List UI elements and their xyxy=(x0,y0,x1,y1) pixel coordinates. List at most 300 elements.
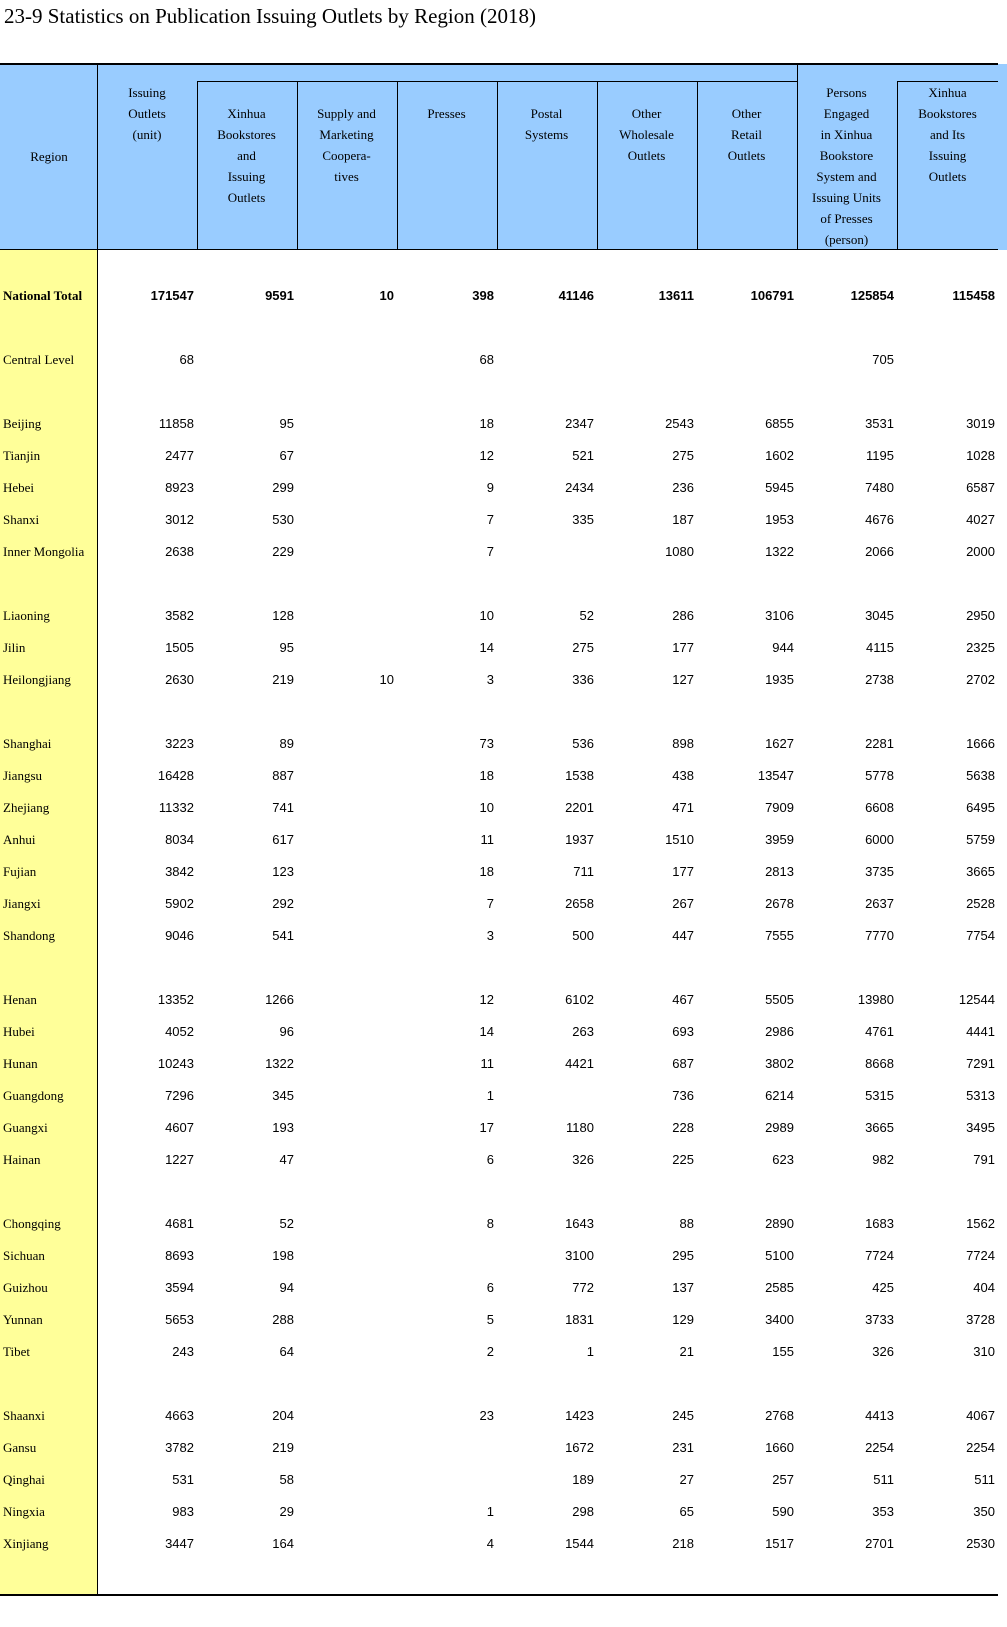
region-name: Heilongjiang xyxy=(3,672,71,687)
value-cell: 3782 xyxy=(165,1440,194,1455)
value-cell: 3735 xyxy=(865,864,894,879)
value-cell: 3733 xyxy=(865,1312,894,1327)
value-cell: 944 xyxy=(772,640,794,655)
value-cell: 1322 xyxy=(265,1056,294,1071)
value-cell: 94 xyxy=(279,1280,294,1295)
value-cell: 4421 xyxy=(565,1056,594,1071)
value-cell: 353 xyxy=(872,1504,894,1519)
value-cell: 3012 xyxy=(165,512,194,527)
value-cell: 2254 xyxy=(865,1440,894,1455)
value-cell: 16428 xyxy=(157,768,194,783)
value-cell: 3842 xyxy=(165,864,194,879)
value-cell: 693 xyxy=(672,1024,694,1039)
value-cell: 1953 xyxy=(765,512,794,527)
value-cell: 10 xyxy=(479,608,494,623)
value-cell: 95 xyxy=(279,416,294,431)
value-cell: 1544 xyxy=(565,1536,594,1551)
value-cell: 2950 xyxy=(966,608,995,623)
value-cell: 425 xyxy=(872,1280,894,1295)
value-cell: 2658 xyxy=(565,896,594,911)
value-cell: 13980 xyxy=(857,992,894,1007)
value-cell: 1937 xyxy=(565,832,594,847)
value-cell: 47 xyxy=(279,1152,294,1167)
table-row xyxy=(0,862,1007,882)
value-cell: 193 xyxy=(272,1120,294,1135)
value-cell: 3665 xyxy=(865,1120,894,1135)
value-cell: 21 xyxy=(679,1344,694,1359)
value-cell: 2701 xyxy=(865,1536,894,1551)
value-cell: 5778 xyxy=(865,768,894,783)
value-cell: 219 xyxy=(272,1440,294,1455)
value-cell: 2890 xyxy=(765,1216,794,1231)
region-name: Xinjiang xyxy=(3,1536,49,1551)
value-cell: 198 xyxy=(272,1248,294,1263)
value-cell: 2477 xyxy=(165,448,194,463)
value-cell: 229 xyxy=(272,544,294,559)
value-cell: 2678 xyxy=(765,896,794,911)
table-row xyxy=(0,734,1007,754)
rule-top xyxy=(0,63,998,65)
region-name: Zhejiang xyxy=(3,800,50,815)
value-cell: 511 xyxy=(873,1472,894,1487)
region-name: National Total xyxy=(3,288,83,303)
value-cell: 7770 xyxy=(865,928,894,943)
value-cell: 7754 xyxy=(966,928,995,943)
value-cell: 292 xyxy=(272,896,294,911)
value-cell: 404 xyxy=(973,1280,995,1295)
value-cell: 127 xyxy=(672,672,694,687)
value-cell: 447 xyxy=(672,928,694,943)
table-row xyxy=(0,638,1007,658)
value-cell: 310 xyxy=(973,1344,995,1359)
region-name: Jiangsu xyxy=(3,768,42,783)
value-cell: 267 xyxy=(672,896,694,911)
value-cell: 2434 xyxy=(565,480,594,495)
value-cell: 225 xyxy=(672,1152,694,1167)
value-cell: 4761 xyxy=(865,1024,894,1039)
value-cell: 5505 xyxy=(765,992,794,1007)
table-row xyxy=(0,1086,1007,1106)
value-cell: 521 xyxy=(572,448,594,463)
value-cell: 4607 xyxy=(165,1120,194,1135)
value-cell: 1180 xyxy=(566,1120,594,1135)
value-cell: 8 xyxy=(486,1216,494,1231)
value-cell: 1505 xyxy=(165,640,194,655)
value-cell: 2530 xyxy=(966,1536,995,1551)
value-cell: 18 xyxy=(479,864,494,879)
value-cell: 1562 xyxy=(966,1216,995,1231)
value-cell: 1 xyxy=(486,1504,494,1519)
value-cell: 1423 xyxy=(565,1408,594,1423)
value-cell: 6855 xyxy=(765,416,794,431)
value-cell: 7 xyxy=(486,896,494,911)
value-cell: 275 xyxy=(672,448,694,463)
value-cell: 4676 xyxy=(865,512,894,527)
value-cell: 2989 xyxy=(765,1120,794,1135)
table-row xyxy=(0,1246,1007,1266)
value-cell: 7480 xyxy=(865,480,894,495)
value-cell: 137 xyxy=(672,1280,694,1295)
value-cell: 245 xyxy=(672,1408,694,1423)
value-cell: 12544 xyxy=(958,992,995,1007)
value-cell: 236 xyxy=(672,480,694,495)
value-cell: 3106 xyxy=(765,608,794,623)
value-cell: 68 xyxy=(479,352,494,367)
value-cell: 12 xyxy=(479,448,494,463)
value-cell: 11858 xyxy=(158,416,194,431)
header-region: Region xyxy=(30,149,68,164)
value-cell: 128 xyxy=(272,608,294,623)
value-cell: 12 xyxy=(479,992,494,1007)
table-row xyxy=(0,670,1007,690)
value-cell: 5638 xyxy=(966,768,995,783)
region-name: Henan xyxy=(3,992,37,1007)
region-name: Chongqing xyxy=(3,1216,61,1231)
value-cell: 2201 xyxy=(565,800,594,815)
vline-3 xyxy=(397,81,398,250)
value-cell: 7909 xyxy=(765,800,794,815)
value-cell: 8923 xyxy=(165,480,194,495)
value-cell: 6 xyxy=(486,1152,494,1167)
value-cell: 687 xyxy=(672,1056,694,1071)
value-cell: 791 xyxy=(973,1152,995,1167)
value-cell: 13611 xyxy=(658,288,694,303)
value-cell: 4027 xyxy=(966,512,995,527)
value-cell: 6 xyxy=(486,1280,494,1295)
rule-subheader-right xyxy=(897,81,998,82)
value-cell: 887 xyxy=(272,768,294,783)
value-cell: 6102 xyxy=(565,992,594,1007)
region-name: Guizhou xyxy=(3,1280,48,1295)
region-name: Jilin xyxy=(3,640,26,655)
value-cell: 6587 xyxy=(966,480,995,495)
table-row xyxy=(0,894,1007,914)
value-cell: 204 xyxy=(272,1408,294,1423)
value-cell: 2768 xyxy=(765,1408,794,1423)
value-cell: 4052 xyxy=(165,1024,194,1039)
value-cell: 2254 xyxy=(966,1440,995,1455)
value-cell: 8034 xyxy=(165,832,194,847)
value-cell: 326 xyxy=(572,1152,594,1167)
value-cell: 129 xyxy=(672,1312,694,1327)
value-cell: 2000 xyxy=(966,544,995,559)
table-row xyxy=(0,446,1007,466)
value-cell: 3400 xyxy=(765,1312,794,1327)
value-cell: 3531 xyxy=(865,416,894,431)
value-cell: 58 xyxy=(279,1472,294,1487)
region-name: Sichuan xyxy=(3,1248,45,1263)
header-supply-marketing: Supply and Marketing Coopera- tives xyxy=(317,106,376,184)
value-cell: 8668 xyxy=(865,1056,894,1071)
value-cell: 7 xyxy=(486,512,494,527)
value-cell: 27 xyxy=(679,1472,694,1487)
value-cell: 263 xyxy=(572,1024,594,1039)
value-cell: 1666 xyxy=(966,736,995,751)
region-name: Hubei xyxy=(3,1024,35,1039)
header-presses: Presses xyxy=(427,106,466,121)
value-cell: 4663 xyxy=(165,1408,194,1423)
region-name: Ningxia xyxy=(3,1504,45,1519)
value-cell: 171547 xyxy=(150,288,194,303)
region-name: Shanxi xyxy=(3,512,40,527)
value-cell: 115458 xyxy=(952,288,995,303)
region-name: Tianjin xyxy=(3,448,41,463)
value-cell: 326 xyxy=(872,1344,894,1359)
region-name: Hunan xyxy=(3,1056,38,1071)
value-cell: 219 xyxy=(272,672,294,687)
value-cell: 741 xyxy=(272,800,294,815)
value-cell: 4 xyxy=(486,1536,494,1551)
value-cell: 1227 xyxy=(165,1152,194,1167)
value-cell: 511 xyxy=(974,1472,995,1487)
value-cell: 2630 xyxy=(165,672,194,687)
table-row xyxy=(0,1118,1007,1138)
value-cell: 2986 xyxy=(765,1024,794,1039)
value-cell: 541 xyxy=(272,928,294,943)
value-cell: 9046 xyxy=(165,928,194,943)
region-name: Shandong xyxy=(3,928,55,943)
value-cell: 298 xyxy=(572,1504,594,1519)
value-cell: 218 xyxy=(672,1536,694,1551)
value-cell: 3100 xyxy=(565,1248,594,1263)
header-other-retail: Other Retail Outlets xyxy=(727,106,766,163)
value-cell: 29 xyxy=(279,1504,294,1519)
value-cell: 1935 xyxy=(765,672,794,687)
value-cell: 898 xyxy=(672,736,694,751)
vline-8 xyxy=(897,81,898,250)
value-cell: 2 xyxy=(486,1344,494,1359)
rule-header-bottom xyxy=(0,249,998,250)
table-row xyxy=(0,1342,1007,1362)
value-cell: 7555 xyxy=(765,928,794,943)
value-cell: 2738 xyxy=(865,672,894,687)
value-cell: 6214 xyxy=(765,1088,794,1103)
value-cell: 3728 xyxy=(966,1312,995,1327)
value-cell: 52 xyxy=(579,608,594,623)
value-cell: 73 xyxy=(479,736,494,751)
value-cell: 106791 xyxy=(750,288,794,303)
value-cell: 14 xyxy=(479,1024,494,1039)
region-name: Shaanxi xyxy=(3,1408,45,1423)
value-cell: 398 xyxy=(472,288,494,303)
value-cell: 6495 xyxy=(966,800,995,815)
region-name: Jiangxi xyxy=(3,896,41,911)
value-cell: 4681 xyxy=(165,1216,194,1231)
table-row xyxy=(0,1470,1007,1490)
header-postal-systems: Postal Systems xyxy=(524,106,569,142)
value-cell: 982 xyxy=(872,1152,894,1167)
value-cell: 1602 xyxy=(765,448,794,463)
value-cell: 155 xyxy=(772,1344,794,1359)
value-cell: 23 xyxy=(479,1408,494,1423)
table-row xyxy=(0,1534,1007,1554)
value-cell: 617 xyxy=(272,832,294,847)
value-cell: 11 xyxy=(480,1056,494,1071)
value-cell: 3223 xyxy=(165,736,194,751)
value-cell: 2813 xyxy=(765,864,794,879)
table-row xyxy=(0,830,1007,850)
value-cell: 89 xyxy=(279,736,294,751)
value-cell: 4115 xyxy=(866,640,894,655)
value-cell: 500 xyxy=(572,928,594,943)
value-cell: 5313 xyxy=(966,1088,995,1103)
value-cell: 2585 xyxy=(765,1280,794,1295)
value-cell: 1510 xyxy=(665,832,694,847)
value-cell: 335 xyxy=(572,512,594,527)
value-cell: 3 xyxy=(486,672,494,687)
value-cell: 3802 xyxy=(765,1056,794,1071)
region-name: Yunnan xyxy=(3,1312,43,1327)
value-cell: 10243 xyxy=(157,1056,194,1071)
table-row xyxy=(0,1054,1007,1074)
value-cell: 1322 xyxy=(765,544,794,559)
rule-bottom xyxy=(0,1594,998,1596)
value-cell: 590 xyxy=(772,1504,794,1519)
value-cell: 11332 xyxy=(158,800,194,815)
value-cell: 3045 xyxy=(865,608,894,623)
value-cell: 13352 xyxy=(157,992,194,1007)
table-row xyxy=(0,1310,1007,1330)
value-cell: 5759 xyxy=(966,832,995,847)
value-cell: 3959 xyxy=(765,832,794,847)
vline-5 xyxy=(597,81,598,250)
value-cell: 1643 xyxy=(565,1216,594,1231)
value-cell: 7724 xyxy=(865,1248,894,1263)
table-row xyxy=(0,990,1007,1010)
header-persons-engaged: Persons Engaged in Xinhua Bookstore System and Issuing Units of Presses (person) xyxy=(812,85,881,247)
table-row xyxy=(0,1150,1007,1170)
value-cell: 471 xyxy=(672,800,694,815)
value-cell: 1538 xyxy=(565,768,594,783)
value-cell: 1266 xyxy=(265,992,294,1007)
value-cell: 1080 xyxy=(665,544,694,559)
region-name: Anhui xyxy=(3,832,36,847)
value-cell: 9591 xyxy=(265,288,294,303)
value-cell: 228 xyxy=(672,1120,694,1135)
value-cell: 5653 xyxy=(165,1312,194,1327)
value-cell: 2638 xyxy=(165,544,194,559)
value-cell: 243 xyxy=(172,1344,194,1359)
table-row xyxy=(0,510,1007,530)
value-cell: 1831 xyxy=(565,1312,594,1327)
value-cell: 2702 xyxy=(966,672,995,687)
value-cell: 5945 xyxy=(765,480,794,495)
value-cell: 10 xyxy=(379,672,394,687)
table-row xyxy=(0,1278,1007,1298)
value-cell: 4067 xyxy=(966,1408,995,1423)
value-cell: 711 xyxy=(573,864,594,879)
value-cell: 705 xyxy=(872,352,894,367)
value-cell: 6608 xyxy=(865,800,894,815)
value-cell: 1028 xyxy=(966,448,995,463)
value-cell: 257 xyxy=(772,1472,794,1487)
value-cell: 8693 xyxy=(165,1248,194,1263)
value-cell: 4441 xyxy=(966,1024,995,1039)
vline-4 xyxy=(497,81,498,250)
value-cell: 1 xyxy=(586,1344,594,1359)
value-cell: 1672 xyxy=(565,1440,594,1455)
value-cell: 772 xyxy=(572,1280,594,1295)
value-cell: 5315 xyxy=(865,1088,894,1103)
value-cell: 18 xyxy=(479,416,494,431)
value-cell: 295 xyxy=(672,1248,694,1263)
value-cell: 2637 xyxy=(865,896,894,911)
value-cell: 2528 xyxy=(966,896,995,911)
value-cell: 736 xyxy=(672,1088,694,1103)
value-cell: 189 xyxy=(572,1472,594,1487)
value-cell: 9 xyxy=(486,480,494,495)
value-cell: 7724 xyxy=(966,1248,995,1263)
value-cell: 7296 xyxy=(165,1088,194,1103)
value-cell: 536 xyxy=(572,736,594,751)
value-cell: 3019 xyxy=(966,416,995,431)
value-cell: 67 xyxy=(279,448,294,463)
table-row xyxy=(0,1438,1007,1458)
region-name: Qinghai xyxy=(3,1472,45,1487)
value-cell: 438 xyxy=(672,768,694,783)
table-title: 23-9 Statistics on Publication Issuing Outlets by Region (2018) xyxy=(4,4,536,28)
value-cell: 3 xyxy=(486,928,494,943)
value-cell: 7291 xyxy=(966,1056,995,1071)
table-row xyxy=(0,1406,1007,1426)
region-name: Inner Mongolia xyxy=(3,544,85,559)
value-cell: 2325 xyxy=(966,640,995,655)
value-cell: 41146 xyxy=(558,288,594,303)
value-cell: 5 xyxy=(486,1312,494,1327)
table-row xyxy=(0,606,1007,626)
value-cell: 10 xyxy=(379,288,394,303)
table-row xyxy=(0,350,1007,370)
value-cell: 286 xyxy=(672,608,694,623)
header-issuing-outlets: Issuing Outlets (unit) xyxy=(128,85,166,142)
value-cell: 96 xyxy=(279,1024,294,1039)
table-row xyxy=(0,1022,1007,1042)
table-row xyxy=(0,542,1007,562)
value-cell: 1627 xyxy=(765,736,794,751)
value-cell: 1660 xyxy=(765,1440,794,1455)
value-cell: 623 xyxy=(772,1152,794,1167)
value-cell: 1683 xyxy=(865,1216,894,1231)
value-cell: 336 xyxy=(572,672,594,687)
value-cell: 6000 xyxy=(865,832,894,847)
value-cell: 2347 xyxy=(565,416,594,431)
vline-6 xyxy=(697,81,698,250)
value-cell: 2543 xyxy=(665,416,694,431)
value-cell: 123 xyxy=(272,864,294,879)
value-cell: 530 xyxy=(272,512,294,527)
value-cell: 125854 xyxy=(850,288,894,303)
value-cell: 13547 xyxy=(757,768,794,783)
table-row xyxy=(0,926,1007,946)
value-cell: 288 xyxy=(272,1312,294,1327)
value-cell: 3665 xyxy=(966,864,995,879)
value-cell: 4413 xyxy=(865,1408,894,1423)
value-cell: 231 xyxy=(672,1440,694,1455)
value-cell: 164 xyxy=(272,1536,294,1551)
value-cell: 10 xyxy=(479,800,494,815)
value-cell: 1517 xyxy=(765,1536,794,1551)
value-cell: 17 xyxy=(479,1120,494,1135)
value-cell: 7 xyxy=(486,544,494,559)
region-name: Beijing xyxy=(3,416,42,431)
value-cell: 187 xyxy=(672,512,694,527)
region-name: Central Level xyxy=(3,352,75,367)
table-row xyxy=(0,286,1007,306)
value-cell: 2281 xyxy=(865,736,894,751)
region-name: Guangxi xyxy=(3,1120,48,1135)
value-cell: 18 xyxy=(479,768,494,783)
value-cell: 3495 xyxy=(966,1120,995,1135)
